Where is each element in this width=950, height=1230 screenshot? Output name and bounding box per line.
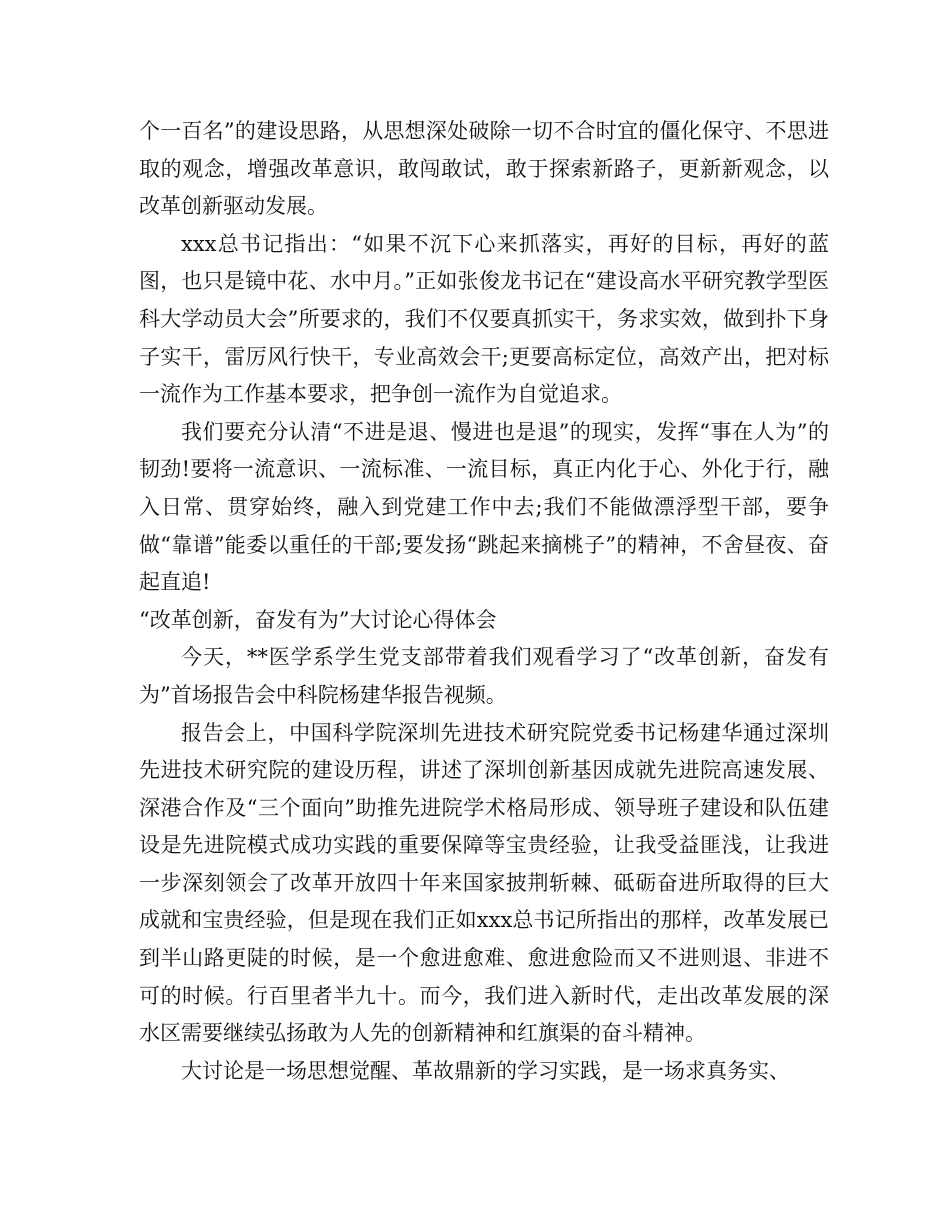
paragraph-discussion: 大讨论是一场思想觉醒、革故鼎新的学习实践，是一场求真务实、	[181, 1058, 790, 1083]
section-heading: “改革创新，奋发有为”大讨论心得体会	[139, 607, 497, 632]
document-body	[139, 113, 829, 1090]
paragraph-continuation: 个一百名”的建设思路，从思想深处破除一切不合时宜的僵化保守、不思进取的观念，增强改革意识，敢闯敢试，敢于探索新路子，更新新观念，以改革创新驱动发展。	[139, 119, 829, 219]
paragraph-report-meeting: 报告会上，中国科学院深圳先进技术研究院党委书记杨建华通过深圳先进技术研究院的建设历程，讲述了深圳创新基因成就先进院高速发展、深港合作及“三个面向”助推先进院学术格局形成、领导班子建设和队伍建设是先进院模式成功实践的重要保障等宝贵经验，让我受益匪浅，让我进一步深刻领会了改革开放四十年来国家披荆斩棘、砥砺奋进所取得的巨大成就和宝贵经验，但是现在我们正如xxx总书记所指出的那样，改革发展已到半山路更陡的时候，是一个愈进愈难、愈进愈险而又不进则退、非进不可的时候。行百里者半九十。而今，我们进入新时代，走出改革发展的深水区需要继续弘扬敢为人先的创新精神和红旗渠的奋斗精神。	[139, 720, 829, 1046]
paragraph-quote-secretary: xxx总书记指出：“如果不沉下心来抓落实，再好的目标，再好的蓝图，也只是镜中花、水中月。”正如张俊龙书记在“建设高水平研究教学型医科大学动员大会”所要求的，我们不仅要真抓实干，务求实效，做到扑下身子实干，雷厉风行快干，专业高效会干;更要高标定位，高效产出，把对标一流作为工作基本要求，把争创一流作为自觉追求。	[139, 231, 829, 407]
paragraph-recognize-reality: 我们要充分认清“不进是退、慢进也是退”的现实，发挥“事在人为”的韧劲!要将一流意识、一流标准、一流目标，真正内化于心、外化于行，融入日常、贯穿始终，融入到党建工作中去;我们不能做漂浮型干部，要争做“靠谱”能委以重任的干部;要发扬“跳起来摘桃子”的精神，不舍昼夜、奋起直追!	[139, 419, 829, 595]
paragraph-today: 今天，**医学系学生党支部带着我们观看学习了“改革创新，奋发有为”首场报告会中科院杨建华报告视频。	[139, 645, 829, 707]
